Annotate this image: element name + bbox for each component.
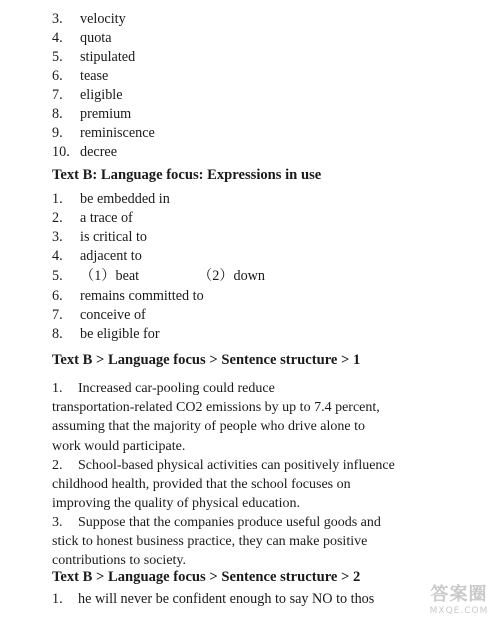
expression-item: 2. a trace of	[52, 210, 133, 226]
vocab-item: 4. quota	[52, 30, 112, 46]
sentence-item: 1. he will never be confident enough to say NO to thos	[52, 591, 375, 607]
expression-item: 5. （1）beat （2）down	[52, 268, 265, 284]
vocab-item: 10. decree	[52, 144, 118, 160]
vocab-item: 8. premium	[52, 106, 132, 122]
vocab-item: 9. reminiscence	[52, 125, 155, 141]
vocab-item: 3. velocity	[52, 11, 126, 27]
section-heading-sentence-structure-1: Text B > Language focus > Sentence structure > 1	[52, 352, 361, 368]
expression-item: 3. is critical to	[52, 229, 147, 245]
section-heading-expressions: Text B: Language focus: Expressions in use	[52, 167, 322, 183]
expression-item: 7. conceive of	[52, 307, 146, 323]
sentence-item: 3. Suppose that the companies produce useful goods and stick to honest business practice, they can make positive contributions to society.	[52, 515, 381, 569]
vocab-item: 7. eligible	[52, 87, 123, 103]
expression-item: 1. be embedded in	[52, 191, 170, 207]
watermark-logo: 答案圈 MXQE.COM	[429, 584, 489, 616]
sentence-item: 1. Increased car-pooling could reduce transportation-related CO2 emissions by up to 7.4 percent, assuming that the majority of people who drive alone to work would participate.	[52, 381, 380, 454]
expression-item: 6. remains committed to	[52, 288, 204, 304]
vocab-item: 5. stipulated	[52, 49, 136, 65]
expression-item: 4. adjacent to	[52, 248, 142, 264]
sentence-item: 2. School-based physical activities can positively influence childhood health, provided that the school focuses on improving the quality of physical education.	[52, 458, 395, 512]
vocab-item: 6. tease	[52, 68, 109, 84]
section-heading-sentence-structure-2: Text B > Language focus > Sentence structure > 2	[52, 569, 361, 585]
expression-item: 8. be eligible for	[52, 326, 160, 342]
